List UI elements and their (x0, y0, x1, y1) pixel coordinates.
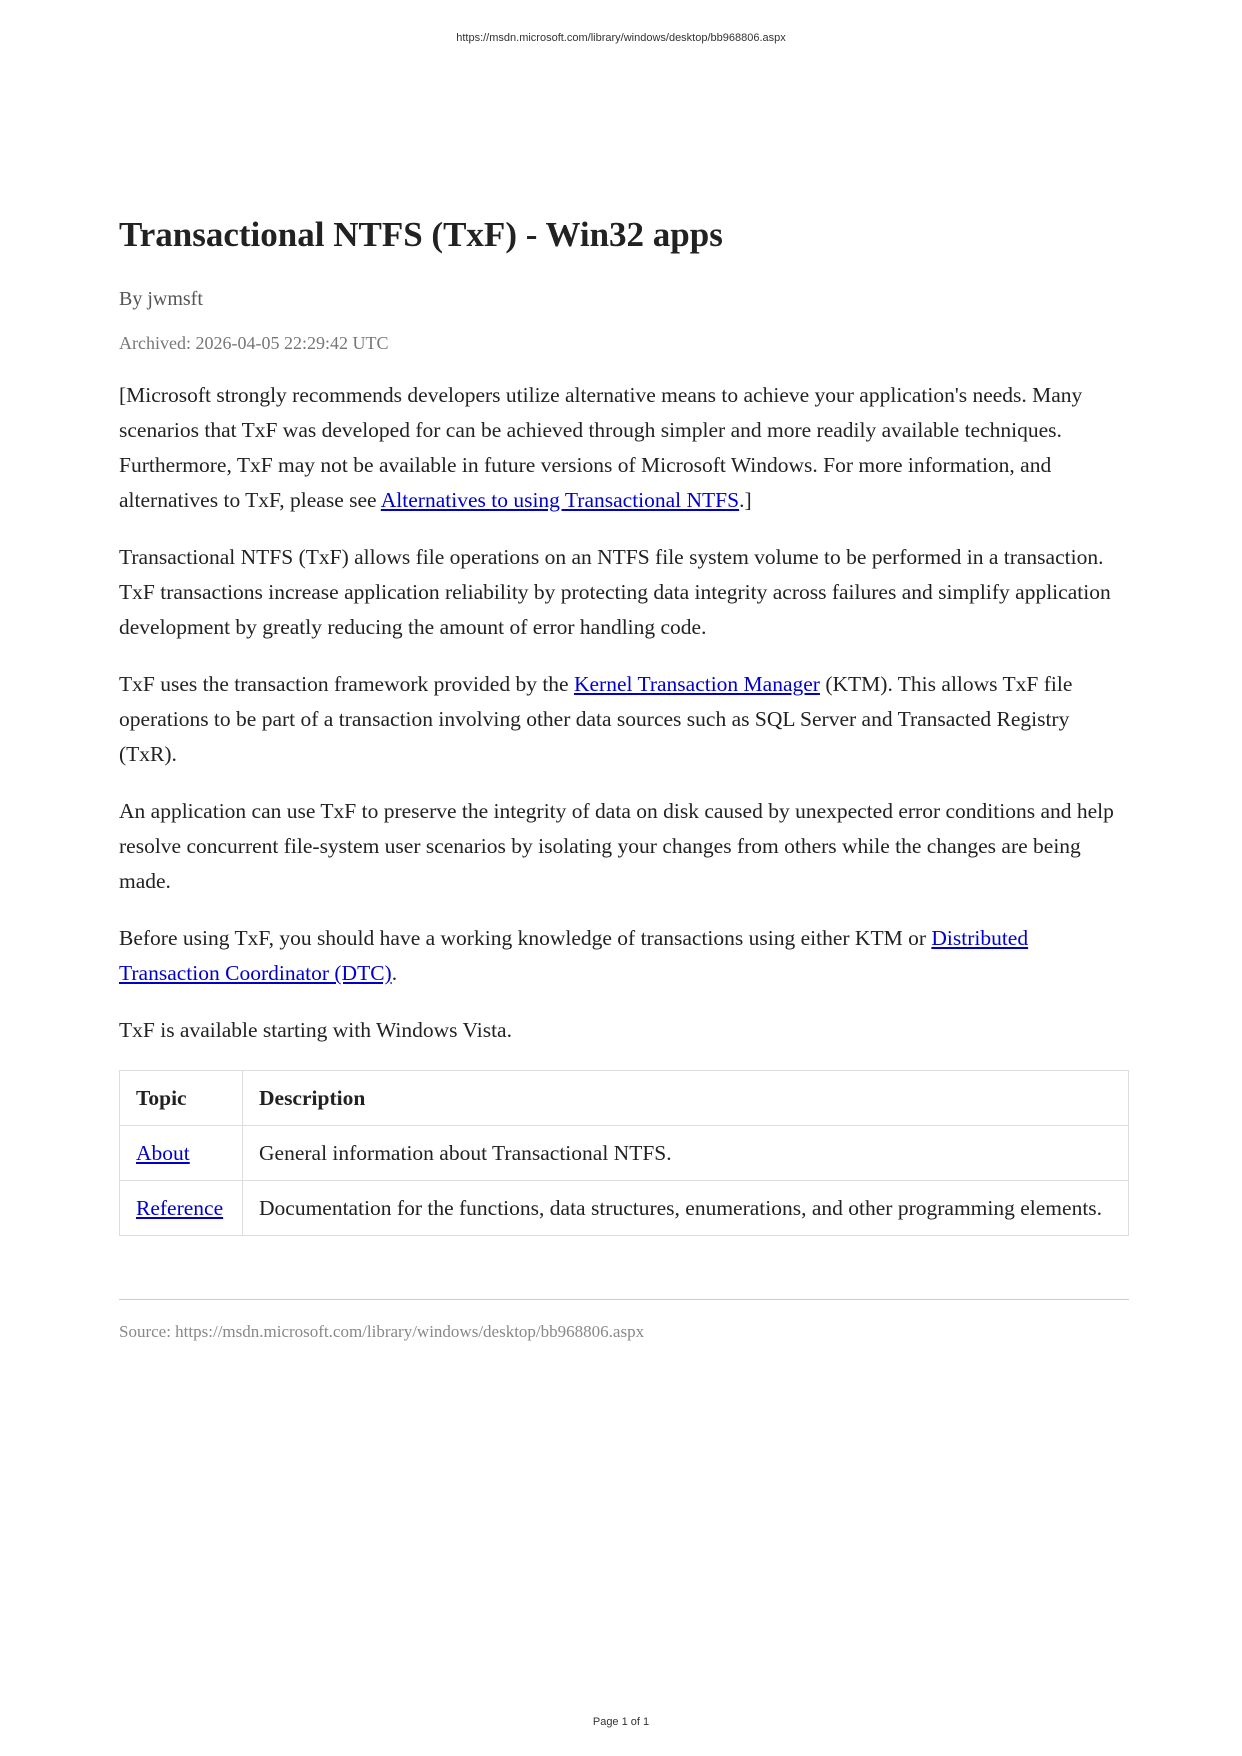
text: .] (739, 488, 752, 512)
divider (119, 1299, 1129, 1300)
text: TxF uses the transaction framework provided by the (119, 672, 574, 696)
topics-table (119, 1070, 1129, 1236)
archived-date: Archived: 2026-04-05 22:29:42 UTC (119, 333, 389, 353)
paragraph-ktm (119, 667, 1129, 772)
dtc-link[interactable]: Distributed Transaction Coordinator (DTC) (119, 926, 1029, 985)
byline: By jwmsft (119, 288, 203, 310)
about-link[interactable]: About (136, 1141, 190, 1165)
text: (KTM). This allows TxF file operations to be part of a transaction involving other data sources such as SQL Server and Transacted Registry (TxR). (119, 672, 1073, 766)
paragraph-prereq (119, 921, 1129, 991)
topic-cell (120, 1126, 243, 1181)
topic-cell (120, 1181, 243, 1236)
alternatives-link[interactable]: Alternatives to using Transactional NTFS (380, 488, 740, 512)
page-number: Page 1 of 1 (592, 1716, 650, 1728)
description-cell: Documentation for the functions, data structures, enumerations, and other programming elements. (243, 1181, 1129, 1236)
page-title: Transactional NTFS (TxF) - Win32 apps (119, 215, 723, 254)
paragraph-integrity: An application can use TxF to preserve the integrity of data on disk caused by unexpected error conditions and help resolve concurrent file-system user scenarios by isolating your changes from others while the changes are being made. (119, 799, 1114, 893)
reference-link[interactable]: Reference (136, 1196, 224, 1220)
header-url: https://msdn.microsoft.com/library/windows/desktop/bb968806.aspx (456, 32, 786, 44)
text: [Microsoft strongly recommends developers utilize alternative means to achieve your application's needs. Many scenarios that TxF was developed for can be achieved through simpler and more readily available techniques. Furthermore, TxF may not be available in future versions of Microsoft Windows. For more information, and alternatives to TxF, please see (119, 383, 1083, 512)
paragraph-intro: Transactional NTFS (TxF) allows file operations on an NTFS file system volume to be performed in a transaction. TxF transactions increase application reliability by protecting data integrity across failures and simplify application development by greatly reducing the amount of error handling code. (119, 545, 1111, 639)
header-topic: Topic (120, 1071, 243, 1126)
ktm-link[interactable]: Kernel Transaction Manager (573, 672, 820, 696)
article (119, 212, 1129, 1342)
paragraph-warning (119, 378, 1129, 518)
header-description: Description (243, 1071, 1129, 1126)
text: Before using TxF, you should have a working knowledge of transactions using either KTM or (119, 926, 932, 950)
paragraph-availability: TxF is available starting with Windows Vista. (119, 1018, 512, 1042)
table-header-row (120, 1071, 1129, 1126)
source-url: Source: https://msdn.microsoft.com/library/windows/desktop/bb968806.aspx (119, 1322, 645, 1341)
text: . (391, 961, 398, 985)
table-row (120, 1126, 1129, 1181)
table-row (120, 1181, 1129, 1236)
description-cell: General information about Transactional NTFS. (243, 1126, 1129, 1181)
